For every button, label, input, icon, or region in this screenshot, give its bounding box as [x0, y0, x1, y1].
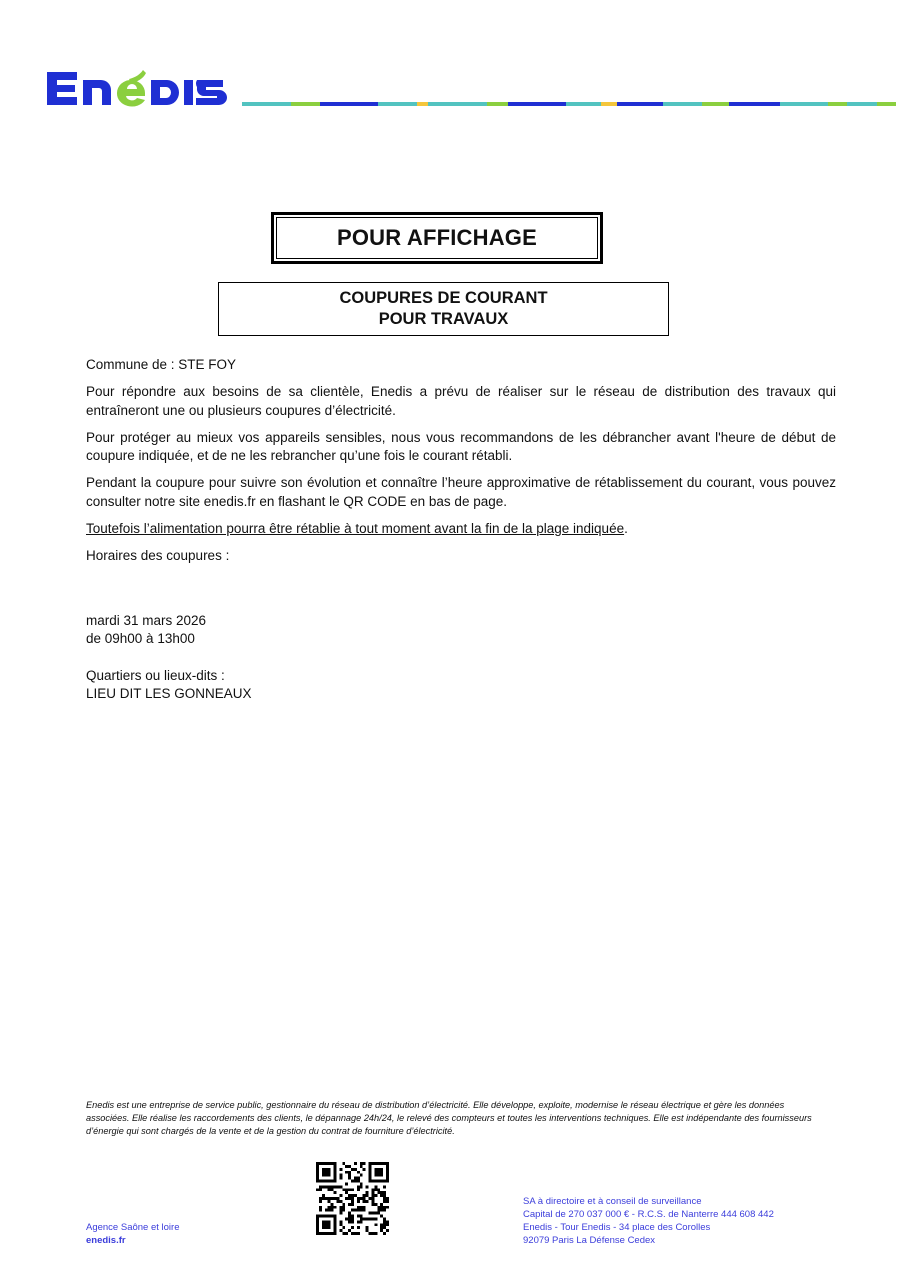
outage-time: de 09h00 à 13h00: [86, 631, 195, 646]
restoration-notice-period: .: [624, 520, 628, 536]
legal-line-2: Capital de 270 037 000 € - R.C.S. de Nanterre 444 608 442: [523, 1209, 774, 1220]
agency-block: [86, 1221, 179, 1247]
schedule-label: Horaires des coupures :: [86, 547, 230, 563]
restoration-notice: [86, 520, 836, 539]
outage-date: mardi 31 mars 2026: [86, 612, 207, 628]
legal-line-1: SA à directoire et à conseil de surveillance: [523, 1196, 702, 1207]
enedis-logo: [45, 66, 235, 108]
header-color-rule: [242, 102, 896, 106]
website-link[interactable]: enedis.fr: [86, 1235, 126, 1246]
title-frame: [271, 212, 603, 264]
agency-name: Agence Saône et loire: [86, 1222, 180, 1233]
company-description: Enedis est une entreprise de service public, gestionnaire du réseau de distribution d’électricité. Elle développe, exploite, modernise le réseau électrique et gère les données associées. Elle réalise les raccordements des clients, le dépannage 24h/24, le relevé des compteurs et toutes les interventions techniques. Elle est indépendante des fournisseurs d’énergie qui sont chargés de la vente et de la gestion du contrat de fourniture d’électricité.: [86, 1100, 812, 1136]
place-name: LIEU DIT LES GONNEAUX: [86, 686, 252, 701]
notice-body: [86, 356, 836, 704]
subtitle-line-2: POUR TRAVAUX: [378, 310, 509, 328]
restoration-notice-underlined: Toutefois l’alimentation pourra être rétablie à tout moment avant la fin de la plage indiquée: [86, 520, 625, 536]
places-label: Quartiers ou lieux-dits :: [86, 667, 225, 683]
subtitle-line-1: COUPURES DE COURANT: [339, 289, 548, 307]
qr-code-icon[interactable]: [316, 1162, 389, 1235]
paragraph-2: Pour protéger au mieux vos appareils sensibles, nous vous recommandons de les débrancher avant l'heure de début de coupure indiquée, et de ne les rebrancher qu’une fois le courant rétabli.: [86, 429, 836, 463]
paragraph-1: Pour répondre aux besoins de sa clientèle, Enedis a prévu de réaliser sur le réseau de distribution des travaux qui entraîneront une ou plusieurs coupures d’électricité.: [86, 384, 836, 418]
legal-line-4: 92079 Paris La Défense Cedex: [523, 1235, 656, 1246]
paragraph-3: Pendant la coupure pour suivre son évolution et connaître l’heure approximative de rétablissement du courant, vous pouvez consulter notre site enedis.fr en flashant le QR CODE en bas de page.: [86, 475, 836, 509]
legal-line-3: Enedis - Tour Enedis - 34 place des Corolles: [523, 1222, 711, 1233]
legal-info: [523, 1195, 774, 1247]
page-title: POUR AFFICHAGE: [276, 217, 598, 259]
subtitle-box: [218, 282, 669, 336]
commune: Commune de : STE FOY: [86, 357, 237, 372]
